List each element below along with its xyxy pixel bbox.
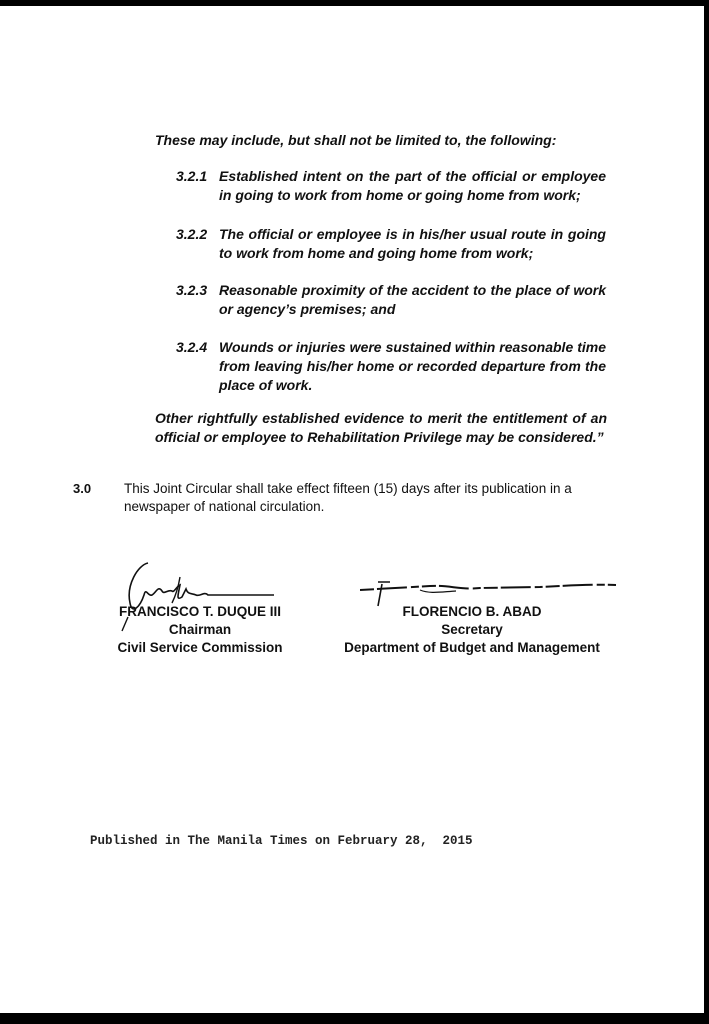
signatory-org: Department of Budget and Management (344, 640, 600, 655)
item-text: Established intent on the part of the official or employee in going to work from home or going home from work; (219, 168, 606, 203)
list-item (176, 338, 606, 395)
item-number: 3.2.4 (176, 339, 208, 355)
list-item (176, 281, 606, 319)
scan-border-bottom (0, 1013, 709, 1024)
item-text: Wounds or injuries were sustained within reasonable time from leaving his/her home or recorded departure from the place of work. (219, 339, 606, 393)
section-text: This Joint Circular shall take effect fifteen (15) days after its publication in a newspaper of national circulation. (124, 481, 572, 514)
signatory-title: Chairman (168, 622, 232, 637)
item-number: 3.2.3 (176, 282, 208, 298)
list-item (176, 225, 606, 263)
item-number: 3.2.2 (176, 226, 208, 242)
signatory-title: Secretary (441, 622, 503, 637)
scan-border-right (704, 0, 709, 1024)
item-text: Reasonable proximity of the accident to the place of work or agency’s premises; and (219, 282, 606, 317)
signatory-left (100, 603, 300, 657)
signatory-right (332, 603, 612, 657)
publication-note: Published in The Manila Times on February 28, 2015 (90, 834, 473, 848)
item-text: The official or employee is in his/her usual route in going to work from home and going home from work; (219, 226, 606, 261)
signatory-org: Civil Service Commission (117, 640, 283, 655)
signatory-name: FRANCISCO T. DUQUE III (118, 604, 281, 619)
signatory-name: FLORENCIO B. ABAD (402, 604, 542, 619)
closing-paragraph: Other rightfully established evidence to merit the entitlement of an official or employee to Rehabilitation Privilege may be considered.” (155, 410, 607, 445)
scan-border-top (0, 0, 709, 6)
list-item (176, 167, 606, 205)
intro-text: These may include, but shall not be limited to, the following: (155, 132, 557, 148)
item-number: 3.2.1 (176, 168, 208, 184)
section-number: 3.0 (73, 481, 92, 496)
